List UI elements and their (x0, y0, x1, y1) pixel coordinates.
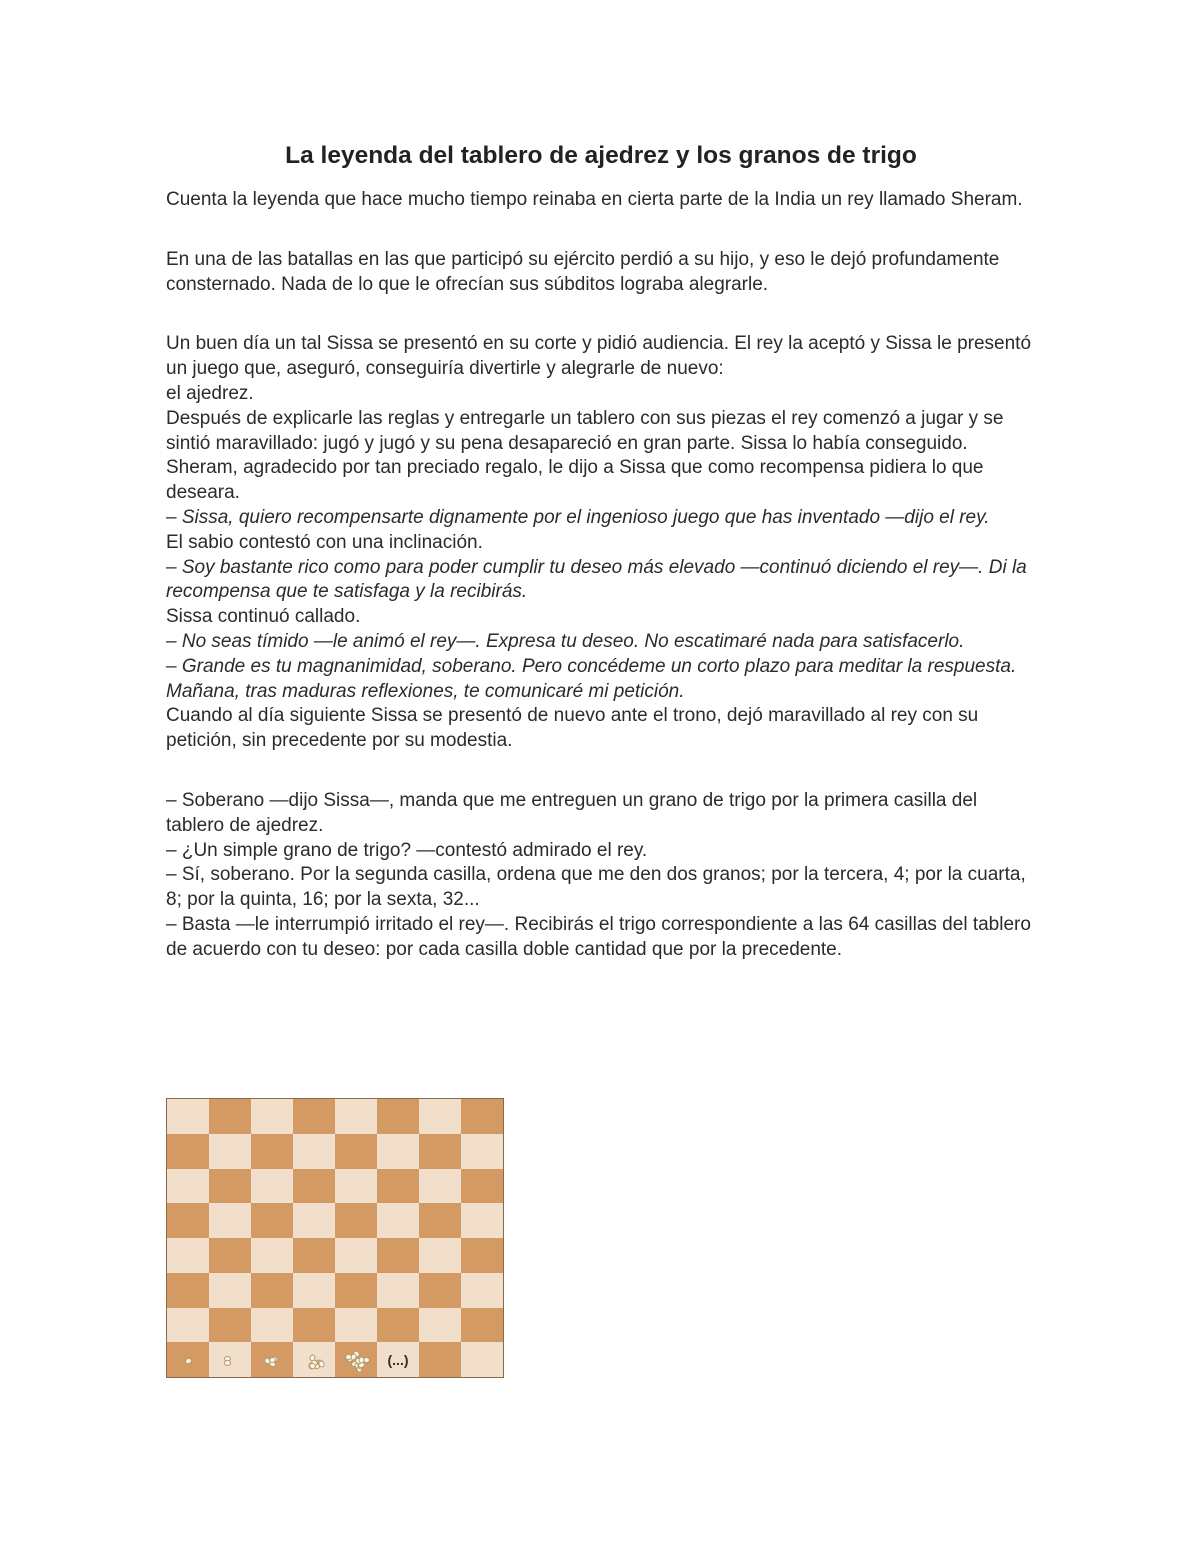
board-square (293, 1203, 335, 1238)
wheat-grain-icon (358, 1356, 364, 1363)
board-square (251, 1238, 293, 1273)
board-square (209, 1099, 251, 1134)
text-line: – Soberano —dijo Sissa—, manda que me entreguen un grano de trigo por la primera casilla del tablero de ajedrez. (166, 789, 978, 836)
document-page (166, 138, 1036, 963)
board-square (419, 1273, 461, 1308)
board-square (293, 1099, 335, 1134)
text-line: El sabio contestó con una inclinación. (166, 531, 483, 553)
board-square (251, 1342, 293, 1377)
board-square (461, 1273, 503, 1308)
board-square (419, 1099, 461, 1134)
board-square (335, 1203, 377, 1238)
board-square (377, 1203, 419, 1238)
board-square (335, 1134, 377, 1169)
board-square (293, 1273, 335, 1308)
text-line: Sissa continuó callado. (166, 606, 361, 628)
board-square (167, 1203, 209, 1238)
board-square (209, 1203, 251, 1238)
board-square (209, 1238, 251, 1273)
text-line: En una de las batallas en las que participó su ejército perdió a su hijo, y eso le dejó profundamente consternado. Nada de lo que le ofrecían sus súbditos lograba alegrarle. (166, 248, 1000, 295)
board-square (209, 1169, 251, 1204)
wheat-grains-icon (173, 1348, 203, 1372)
board-square (293, 1169, 335, 1204)
wheat-grain-icon (224, 1359, 231, 1365)
wheat-grains-icon (299, 1348, 329, 1372)
board-square (251, 1203, 293, 1238)
board-square (335, 1273, 377, 1308)
board-square (461, 1134, 503, 1169)
board-square (335, 1342, 377, 1377)
board-square (251, 1134, 293, 1169)
board-square (461, 1203, 503, 1238)
board-square (377, 1308, 419, 1343)
document-title: La leyenda del tablero de ajedrez y los granos de trigo (285, 142, 917, 169)
board-square (251, 1308, 293, 1343)
board-square (335, 1099, 377, 1134)
dialogue-line: – No seas tímido —le animó el rey—. Expresa tu deseo. No escatimaré nada para satisfacerlo. (166, 630, 965, 652)
dialogue-line: – Sissa, quiero recompensarte dignamente por el ingenioso juego que has inventado —dijo el rey. (166, 506, 990, 528)
text-line: – Sí, soberano. Por la segunda casilla, ordena que me den dos granos; por la tercera, 4; por la cuarta, 8; por la quinta, 16; por la sexta, 32... (166, 864, 1026, 911)
text-line: Cuando al día siguiente Sissa se presentó de nuevo ante el trono, dejó maravillado al rey con su petición, sin precedente por su modestia. (166, 705, 979, 752)
wheat-grains-icon (215, 1348, 245, 1372)
board-square (377, 1134, 419, 1169)
board-square (251, 1273, 293, 1308)
board-square (419, 1342, 461, 1377)
board-square (419, 1238, 461, 1273)
board-square (293, 1308, 335, 1343)
board-square (251, 1099, 293, 1134)
board-square (461, 1308, 503, 1343)
text-line: – Basta —le interrumpió irritado el rey—. Recibirás el trigo correspondiente a las 64 casillas del tablero de acuerdo con tu deseo: por cada casilla doble cantidad que por la precedente. (166, 913, 1031, 960)
board-square (419, 1134, 461, 1169)
board-square (167, 1134, 209, 1169)
board-square (209, 1308, 251, 1343)
board-square (209, 1134, 251, 1169)
continuation-label: (...) (387, 1351, 409, 1368)
board-square (419, 1169, 461, 1204)
wheat-grains-icon (341, 1348, 371, 1372)
board-square (167, 1099, 209, 1134)
board-square (335, 1308, 377, 1343)
board-square (461, 1238, 503, 1273)
board-square (419, 1203, 461, 1238)
board-square (167, 1169, 209, 1204)
paragraph (166, 248, 1036, 298)
board-square (167, 1308, 209, 1343)
board-square (209, 1342, 251, 1377)
board-square (209, 1273, 251, 1308)
board-square (377, 1099, 419, 1134)
dialogue-line: – Soy bastante rico como para poder cumplir tu deseo más elevado —continuó diciendo el rey—. Di la recompensa que te satisfaga y la recibirás. (166, 556, 1027, 603)
document-body (166, 188, 1036, 963)
board-square (293, 1238, 335, 1273)
board-square (335, 1238, 377, 1273)
board-square (461, 1099, 503, 1134)
text-line: – ¿Un simple grano de trigo? —contestó admirado el rey. (166, 839, 648, 861)
paragraph (166, 332, 1036, 754)
board-square (377, 1238, 419, 1273)
chessboard-image (166, 1098, 504, 1378)
board-square (335, 1169, 377, 1204)
paragraph (166, 188, 1036, 213)
board-square (293, 1342, 335, 1377)
wheat-grain-icon (184, 1357, 193, 1365)
board-square (419, 1308, 461, 1343)
board-square (293, 1134, 335, 1169)
text-line: Cuenta la leyenda que hace mucho tiempo reinaba en cierta parte de la India un rey llamado Sheram. (166, 189, 1023, 210)
wheat-grains-icon (257, 1348, 287, 1372)
board-square (167, 1238, 209, 1273)
board-square (377, 1342, 419, 1377)
text-line: Después de explicarle las reglas y entregarle un tablero con sus piezas el rey comenzó a jugar y se sintió maravillado: jugó y jugó y su pena desapareció en gran parte. Sissa lo había conseguido. Sheram, agradecido por tan preciado regalo, le dijo a Sissa que como recompensa pidiera lo que deseara. (166, 407, 1004, 504)
board-square (461, 1169, 503, 1204)
board-square (377, 1273, 419, 1308)
text-line: el ajedrez. (166, 382, 254, 404)
board-square (251, 1169, 293, 1204)
board-square (167, 1273, 209, 1308)
dialogue-line: – Grande es tu magnanimidad, soberano. Pero concédeme un corto plazo para meditar la respuesta. Mañana, tras maduras reflexiones, te comunicaré mi petición. (166, 655, 1017, 702)
board-square (377, 1169, 419, 1204)
paragraph (166, 789, 1036, 963)
text-line: Un buen día un tal Sissa se presentó en su corte y pidió audiencia. El rey la aceptó y Sissa le presentó un juego que, aseguró, conseguiría divertirle y alegrarle de nuevo: (166, 333, 1032, 380)
board-square (167, 1342, 209, 1377)
board-square (461, 1342, 503, 1377)
